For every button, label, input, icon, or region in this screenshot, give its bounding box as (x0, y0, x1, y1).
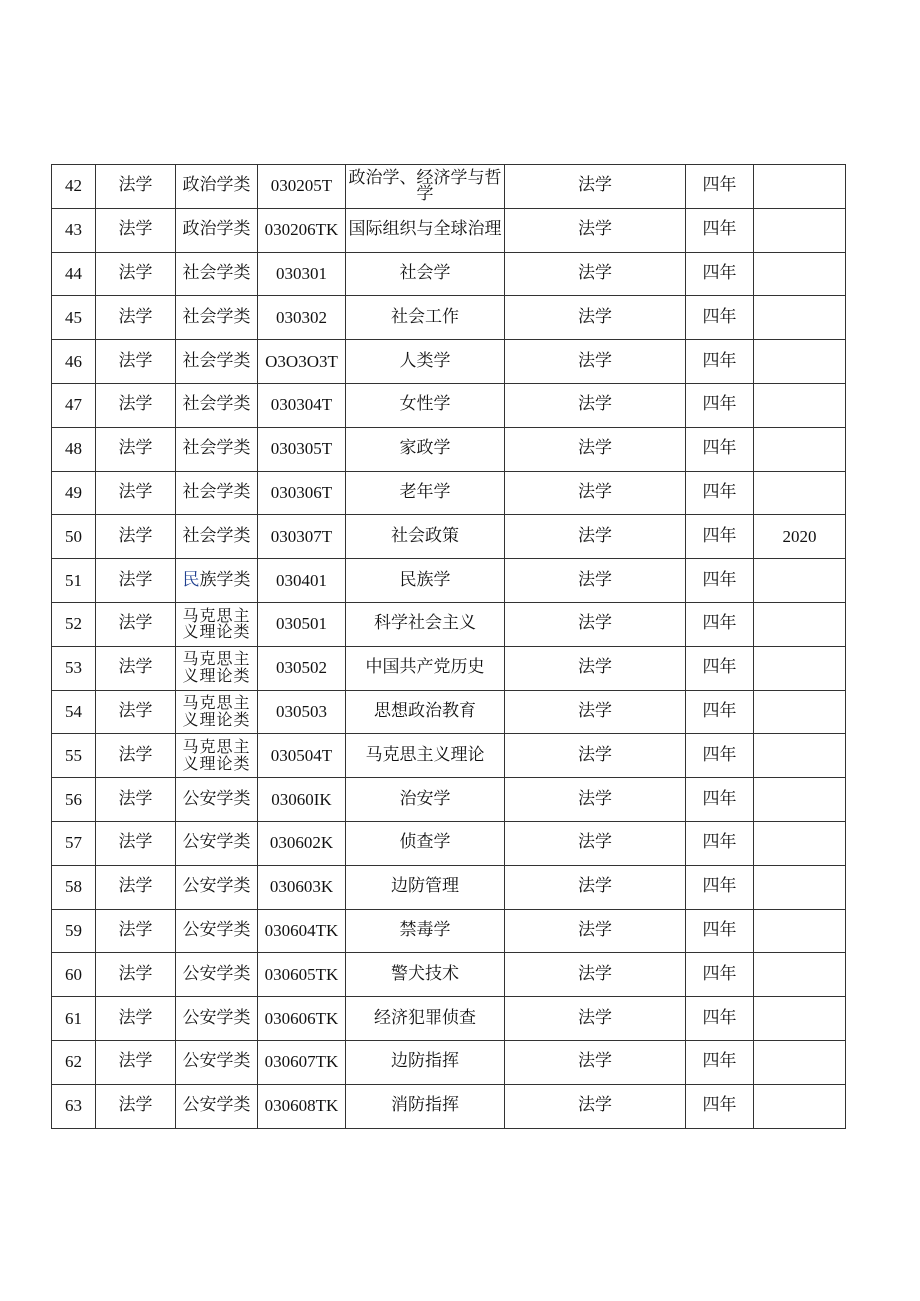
discipline-cell: 法学 (96, 340, 176, 384)
category-cell: 马克思主义理论类 (176, 734, 258, 778)
discipline-cell: 法学 (96, 821, 176, 865)
discipline-cell: 法学 (96, 383, 176, 427)
major-name-cell: 人类学 (346, 340, 505, 384)
discipline-cell: 法学 (96, 909, 176, 953)
table-row (52, 559, 846, 603)
degree-cell: 法学 (505, 734, 686, 778)
table-row (52, 821, 846, 865)
category-cell: 政治学类 (176, 165, 258, 209)
category-cell: 社会学类 (176, 471, 258, 515)
degree-cell: 法学 (505, 602, 686, 646)
degree-cell: 法学 (505, 165, 686, 209)
discipline-cell: 法学 (96, 953, 176, 997)
degree-cell: 法学 (505, 1084, 686, 1128)
table-row (52, 734, 846, 778)
discipline-cell: 法学 (96, 559, 176, 603)
major-name-cell: 消防指挥 (346, 1084, 505, 1128)
major-name-cell: 老年学 (346, 471, 505, 515)
major-code-cell: 030301 (258, 252, 346, 296)
year-added-cell (754, 953, 846, 997)
year-added-cell (754, 734, 846, 778)
row-number: 50 (52, 515, 96, 559)
row-number: 58 (52, 865, 96, 909)
major-code-cell: 030302 (258, 296, 346, 340)
category-cell: 公安学类 (176, 909, 258, 953)
degree-cell: 法学 (505, 340, 686, 384)
year-added-cell (754, 1084, 846, 1128)
row-number: 61 (52, 997, 96, 1041)
year-added-cell (754, 471, 846, 515)
table-row (52, 953, 846, 997)
duration-cell: 四年 (686, 821, 754, 865)
discipline-cell: 法学 (96, 208, 176, 252)
duration-cell: 四年 (686, 602, 754, 646)
degree-cell: 法学 (505, 1040, 686, 1084)
degree-cell: 法学 (505, 515, 686, 559)
degree-cell: 法学 (505, 778, 686, 822)
row-number: 44 (52, 252, 96, 296)
major-code-cell: O3O3O3T (258, 340, 346, 384)
category-cell: 民族学类 (176, 559, 258, 603)
table-row (52, 1084, 846, 1128)
year-added-cell (754, 778, 846, 822)
table-row (52, 340, 846, 384)
row-number: 60 (52, 953, 96, 997)
year-added-cell (754, 208, 846, 252)
table-row (52, 646, 846, 690)
discipline-cell: 法学 (96, 471, 176, 515)
major-code-cell: 030307T (258, 515, 346, 559)
category-cell: 政治学类 (176, 208, 258, 252)
year-added-cell: 2020 (754, 515, 846, 559)
table-row (52, 865, 846, 909)
category-cell: 社会学类 (176, 515, 258, 559)
major-name-cell: 经济犯罪侦查 (346, 997, 505, 1041)
year-added-cell (754, 340, 846, 384)
major-code-cell: 030603K (258, 865, 346, 909)
row-number: 49 (52, 471, 96, 515)
major-name-cell: 国际组织与全球治理 (346, 208, 505, 252)
category-cell: 公安学类 (176, 997, 258, 1041)
duration-cell: 四年 (686, 208, 754, 252)
table-row (52, 515, 846, 559)
major-name-cell: 家政学 (346, 427, 505, 471)
degree-cell: 法学 (505, 296, 686, 340)
degree-cell: 法学 (505, 690, 686, 734)
row-number: 62 (52, 1040, 96, 1084)
duration-cell: 四年 (686, 252, 754, 296)
major-name-cell: 科学社会主义 (346, 602, 505, 646)
table-row (52, 165, 846, 209)
discipline-cell: 法学 (96, 515, 176, 559)
year-added-cell (754, 909, 846, 953)
row-number: 59 (52, 909, 96, 953)
major-code-cell: 030607TK (258, 1040, 346, 1084)
duration-cell: 四年 (686, 559, 754, 603)
degree-cell: 法学 (505, 821, 686, 865)
category-cell: 公安学类 (176, 865, 258, 909)
discipline-cell: 法学 (96, 1040, 176, 1084)
category-cell: 公安学类 (176, 953, 258, 997)
category-cell: 社会学类 (176, 252, 258, 296)
major-name-cell: 社会学 (346, 252, 505, 296)
row-number: 42 (52, 165, 96, 209)
category-cell: 社会学类 (176, 383, 258, 427)
discipline-cell: 法学 (96, 427, 176, 471)
category-cell: 社会学类 (176, 427, 258, 471)
major-code-cell: 030604TK (258, 909, 346, 953)
major-code-cell: 030306T (258, 471, 346, 515)
row-number: 53 (52, 646, 96, 690)
duration-cell: 四年 (686, 690, 754, 734)
duration-cell: 四年 (686, 340, 754, 384)
table-row (52, 296, 846, 340)
row-number: 43 (52, 208, 96, 252)
major-code-cell: 030503 (258, 690, 346, 734)
year-added-cell (754, 690, 846, 734)
major-code-cell: 030305T (258, 427, 346, 471)
major-name-cell: 警犬技术 (346, 953, 505, 997)
major-code-cell: 030401 (258, 559, 346, 603)
year-added-cell (754, 252, 846, 296)
row-number: 55 (52, 734, 96, 778)
discipline-cell: 法学 (96, 252, 176, 296)
table-row (52, 252, 846, 296)
row-number: 54 (52, 690, 96, 734)
row-number: 52 (52, 602, 96, 646)
duration-cell: 四年 (686, 383, 754, 427)
table-row (52, 383, 846, 427)
row-number: 47 (52, 383, 96, 427)
duration-cell: 四年 (686, 734, 754, 778)
major-name-cell: 社会工作 (346, 296, 505, 340)
duration-cell: 四年 (686, 1084, 754, 1128)
degree-cell: 法学 (505, 646, 686, 690)
table-row (52, 208, 846, 252)
major-name-cell: 民族学 (346, 559, 505, 603)
row-number: 57 (52, 821, 96, 865)
discipline-cell: 法学 (96, 646, 176, 690)
major-name-cell: 政治学、经济学与哲学 (346, 165, 505, 209)
discipline-cell: 法学 (96, 778, 176, 822)
degree-cell: 法学 (505, 997, 686, 1041)
major-name-cell: 女性学 (346, 383, 505, 427)
table-row (52, 690, 846, 734)
degree-cell: 法学 (505, 909, 686, 953)
degree-cell: 法学 (505, 383, 686, 427)
table-row (52, 778, 846, 822)
category-cell: 公安学类 (176, 1084, 258, 1128)
duration-cell: 四年 (686, 865, 754, 909)
duration-cell: 四年 (686, 778, 754, 822)
row-number: 56 (52, 778, 96, 822)
major-code-cell: 030504T (258, 734, 346, 778)
degree-cell: 法学 (505, 953, 686, 997)
year-added-cell (754, 559, 846, 603)
degree-cell: 法学 (505, 471, 686, 515)
row-number: 51 (52, 559, 96, 603)
row-number: 63 (52, 1084, 96, 1128)
category-cell: 公安学类 (176, 821, 258, 865)
table-row (52, 1040, 846, 1084)
discipline-cell: 法学 (96, 734, 176, 778)
category-cell: 社会学类 (176, 340, 258, 384)
row-number: 48 (52, 427, 96, 471)
duration-cell: 四年 (686, 165, 754, 209)
table-row (52, 997, 846, 1041)
major-name-cell: 马克思主义理论 (346, 734, 505, 778)
degree-cell: 法学 (505, 427, 686, 471)
category-cell: 公安学类 (176, 778, 258, 822)
major-code-cell: 030206TK (258, 208, 346, 252)
major-name-cell: 侦查学 (346, 821, 505, 865)
degree-cell: 法学 (505, 208, 686, 252)
duration-cell: 四年 (686, 953, 754, 997)
category-cell: 马克思主义理论类 (176, 602, 258, 646)
year-added-cell (754, 602, 846, 646)
degree-cell: 法学 (505, 559, 686, 603)
duration-cell: 四年 (686, 909, 754, 953)
majors-table (51, 164, 846, 1129)
major-name-cell: 边防管理 (346, 865, 505, 909)
major-code-cell: 030501 (258, 602, 346, 646)
year-added-cell (754, 997, 846, 1041)
discipline-cell: 法学 (96, 602, 176, 646)
duration-cell: 四年 (686, 997, 754, 1041)
year-added-cell (754, 427, 846, 471)
year-added-cell (754, 165, 846, 209)
table-row (52, 909, 846, 953)
major-name-cell: 社会政策 (346, 515, 505, 559)
year-added-cell (754, 296, 846, 340)
major-name-cell: 边防指挥 (346, 1040, 505, 1084)
discipline-cell: 法学 (96, 997, 176, 1041)
year-added-cell (754, 821, 846, 865)
table-row (52, 427, 846, 471)
row-number: 45 (52, 296, 96, 340)
duration-cell: 四年 (686, 296, 754, 340)
year-added-cell (754, 865, 846, 909)
row-number: 46 (52, 340, 96, 384)
category-cell: 社会学类 (176, 296, 258, 340)
major-name-cell: 思想政治教育 (346, 690, 505, 734)
major-code-cell: 030602K (258, 821, 346, 865)
discipline-cell: 法学 (96, 165, 176, 209)
degree-cell: 法学 (505, 252, 686, 296)
major-name-cell: 中国共产党历史 (346, 646, 505, 690)
discipline-cell: 法学 (96, 296, 176, 340)
category-cell: 马克思主义理论类 (176, 646, 258, 690)
table-body (52, 165, 846, 1129)
year-added-cell (754, 1040, 846, 1084)
major-code-cell: 030304T (258, 383, 346, 427)
duration-cell: 四年 (686, 646, 754, 690)
duration-cell: 四年 (686, 471, 754, 515)
duration-cell: 四年 (686, 515, 754, 559)
degree-cell: 法学 (505, 865, 686, 909)
major-code-cell: 030502 (258, 646, 346, 690)
category-cell: 公安学类 (176, 1040, 258, 1084)
discipline-cell: 法学 (96, 690, 176, 734)
major-code-cell: 030606TK (258, 997, 346, 1041)
major-code-cell: 030605TK (258, 953, 346, 997)
duration-cell: 四年 (686, 427, 754, 471)
major-code-cell: 030205T (258, 165, 346, 209)
discipline-cell: 法学 (96, 865, 176, 909)
table-row (52, 471, 846, 515)
major-name-cell: 治安学 (346, 778, 505, 822)
year-added-cell (754, 646, 846, 690)
year-added-cell (754, 383, 846, 427)
duration-cell: 四年 (686, 1040, 754, 1084)
category-cell: 马克思主义理论类 (176, 690, 258, 734)
discipline-cell: 法学 (96, 1084, 176, 1128)
major-code-cell: 030608TK (258, 1084, 346, 1128)
table-row (52, 602, 846, 646)
major-name-cell: 禁毒学 (346, 909, 505, 953)
major-code-cell: 03060IK (258, 778, 346, 822)
